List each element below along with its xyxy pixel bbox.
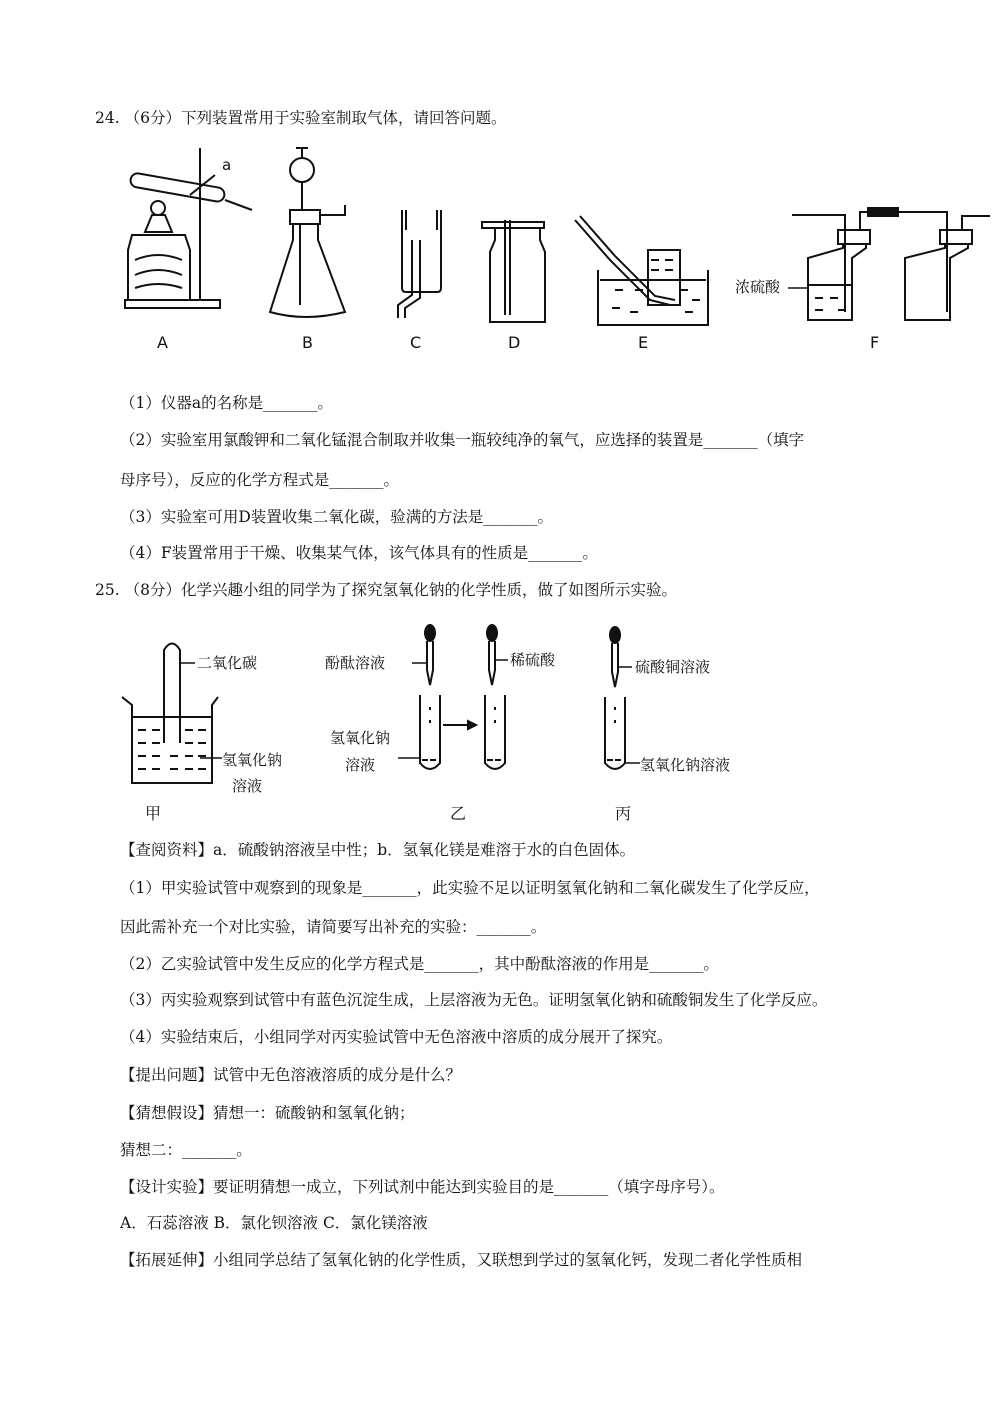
caption-a: A xyxy=(157,333,168,352)
q24-sub2-line1: （2）实验室用氯酸钾和二氧化锰混合制取并收集一瓶较纯净的氧气，应选择的装置是_______（填字 xyxy=(120,431,805,449)
apparatus-a xyxy=(125,148,252,308)
experiment-yi xyxy=(398,625,508,769)
apparatus-b xyxy=(270,148,345,317)
label-naoh-yi-1: 氢氧化钠 xyxy=(330,729,391,747)
caption-jia: 甲 xyxy=(145,804,162,823)
label-copper-sulfate: 硫酸铜溶液 xyxy=(635,658,711,676)
caption-bing: 丙 xyxy=(615,804,632,823)
label-phenolphthalein: 酚酞溶液 xyxy=(325,654,386,672)
q25-s3: （3）丙实验观察到试管中有蓝色沉淀生成，上层溶液为无色。证明氢氧化钠和硫酸铜发生了化学反应。 xyxy=(120,991,828,1009)
label-naoh-yi-2: 溶液 xyxy=(345,756,376,774)
caption-d: D xyxy=(508,333,521,352)
label-naoh-jia-1: 氢氧化钠 xyxy=(222,751,283,769)
q24-sub2-line2: 母序号），反应的化学方程式是_______。 xyxy=(120,471,400,489)
caption-yi: 乙 xyxy=(450,804,467,823)
label-naoh-jia-2: 溶液 xyxy=(232,777,263,795)
apparatus-d xyxy=(482,220,545,322)
label-a: a xyxy=(222,156,232,174)
q24-sub3: （3）实验室可用D装置收集二氧化碳，验满的方法是_______。 xyxy=(120,508,554,526)
label-naoh-bing: 氢氧化钠溶液 xyxy=(640,756,731,774)
q25-s1-line1: （1）甲实验试管中观察到的现象是_______，此实验不足以证明氢氧化钠和二氧化碳发生了化学反应， xyxy=(120,879,820,897)
q25-design: 【设计实验】要证明猜想一成立，下列试剂中能达到实验目的是_______（填字母序号）。 xyxy=(120,1178,725,1196)
q24-sub1: （1）仪器a的名称是_______。 xyxy=(120,394,333,412)
q25-s1-line2: 因此需补充一个对比实验，请简要写出补充的实验：_______。 xyxy=(120,918,547,936)
q25-s2: （2）乙实验试管中发生反应的化学方程式是_______，其中酚酞溶液的作用是_______。 xyxy=(120,955,719,973)
q25-experiment-figure xyxy=(0,615,1000,825)
caption-f: F xyxy=(870,333,880,352)
caption-b: B xyxy=(302,333,313,352)
q25-extend: 【拓展延伸】小组同学总结了氢氧化钠的化学性质，又联想到学过的氢氧化钙，发现二者化学性质相 xyxy=(120,1251,803,1269)
experiment-bing xyxy=(605,627,640,769)
q25-question: 【提出问题】试管中无色溶液溶质的成分是什么？ xyxy=(120,1066,462,1084)
apparatus-f xyxy=(792,208,990,320)
q24-apparatus-figure xyxy=(0,140,1000,520)
apparatus-e xyxy=(575,216,708,325)
q25-title: 25. （8分）化学兴趣小组的同学为了探究氢氧化钠的化学性质，做了如图所示实验。 xyxy=(95,581,677,599)
caption-c: C xyxy=(410,333,422,352)
q24-sub4: （4）F装置常用于干燥、收集某气体，该气体具有的性质是_______。 xyxy=(120,544,598,562)
q25-reference: 【查阅资料】a．硫酸钠溶液呈中性；b．氢氧化镁是难溶于水的白色固体。 xyxy=(120,841,636,859)
label-co2: 二氧化碳 xyxy=(197,654,258,672)
q25-guess1: 【猜想假设】猜想一：硫酸钠和氢氧化钠； xyxy=(120,1104,415,1122)
q25-guess2: 猜想二：_______。 xyxy=(120,1141,252,1159)
q24-title: 24. （6分）下列装置常用于实验室制取气体，请回答问题。 xyxy=(95,109,507,127)
q25-options: A．石蕊溶液 B．氯化钡溶液 C．氯化镁溶液 xyxy=(120,1214,428,1232)
q25-s4: （4）实验结束后，小组同学对丙实验试管中无色溶液中溶质的成分展开了探究。 xyxy=(120,1028,673,1046)
caption-e: E xyxy=(638,333,649,352)
apparatus-c xyxy=(398,210,441,318)
label-dilute-sulfuric-acid: 稀硫酸 xyxy=(510,651,556,669)
label-concentrated-sulfuric-acid: 浓硫酸 xyxy=(735,278,781,296)
